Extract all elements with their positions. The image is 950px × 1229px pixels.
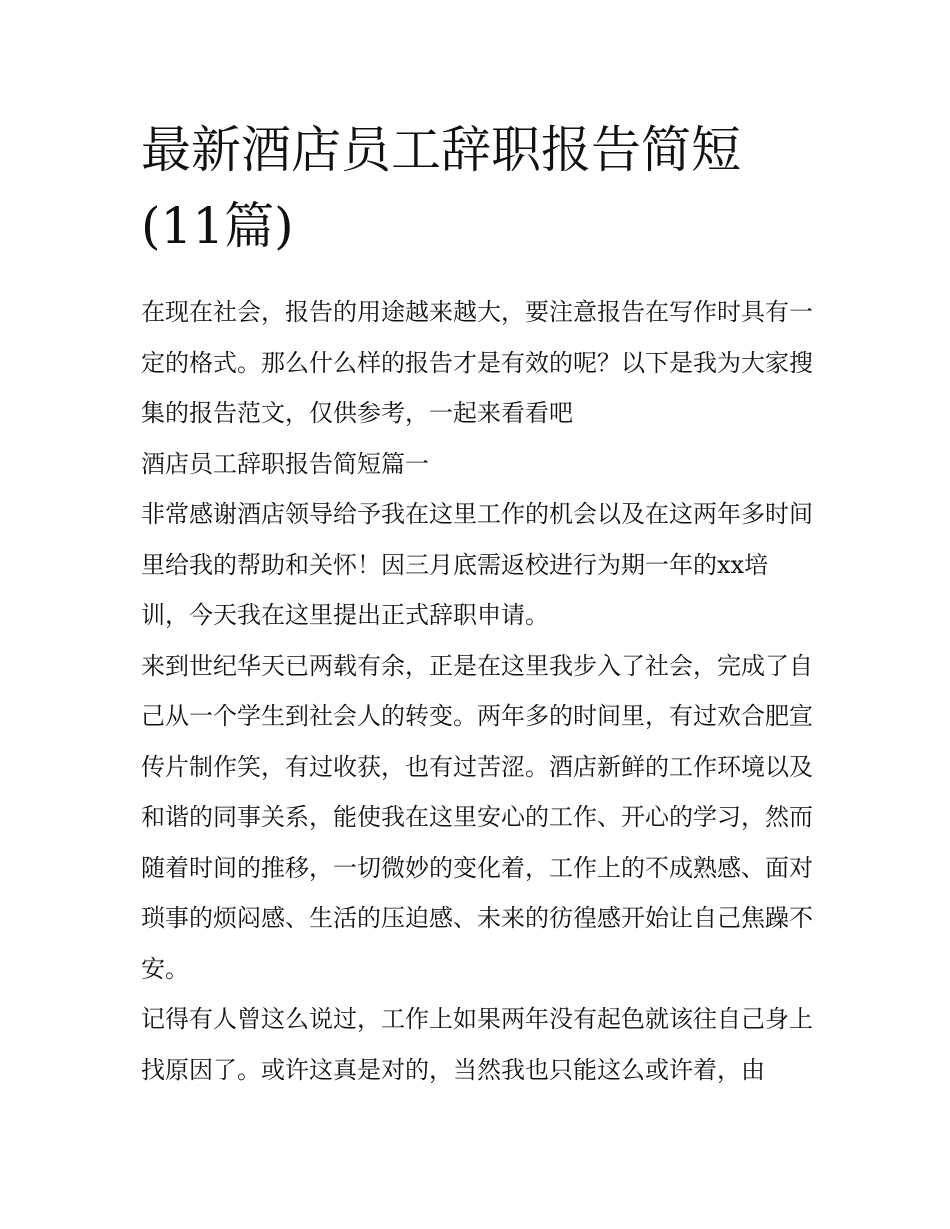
body-paragraph-2: 来到世纪华天已两载有余，正是在这里我步入了社会，完成了自己从一个学生到社会人的转变。两年多的时间里，有过欢合肥宣传片制作笑，有过收获，也有过苦涩。酒店新鲜的工作环境以及和谐的同事关系，能使我在这里安心的工作、开心的学习，然而随着时间的推移，一切微妙的变化着，工作上的不成熟感、面对琐事的烦闷感、生活的压迫感、未来的彷徨感开始让自己焦躁不安。 — [141, 651, 813, 983]
section-heading: 酒店员工辞职报告简短篇一 — [141, 449, 429, 478]
document-title: 最新酒店员工辞职报告简短(11篇) — [141, 121, 741, 255]
intro-paragraph: 在现在社会，报告的用途越来越大，要注意报告在写作时具有一定的格式。那么什么样的报告才是有效的呢？以下是我为大家搜集的报告范文，仅供参考，一起来看看吧 — [141, 298, 813, 427]
body-paragraph-3: 记得有人曾这么说过，工作上如果两年没有起色就该往自己身上找原因了。或许这真是对的，当然我也只能这么或许着，由 — [141, 1005, 813, 1084]
document-page — [141, 112, 813, 1095]
body-paragraph-1: 非常感谢酒店领导给予我在这里工作的机会以及在这两年多时间里给我的帮助和关怀！因三月底需返校进行为期一年的xx培训，今天我在这里提出正式辞职申请。 — [141, 500, 813, 629]
